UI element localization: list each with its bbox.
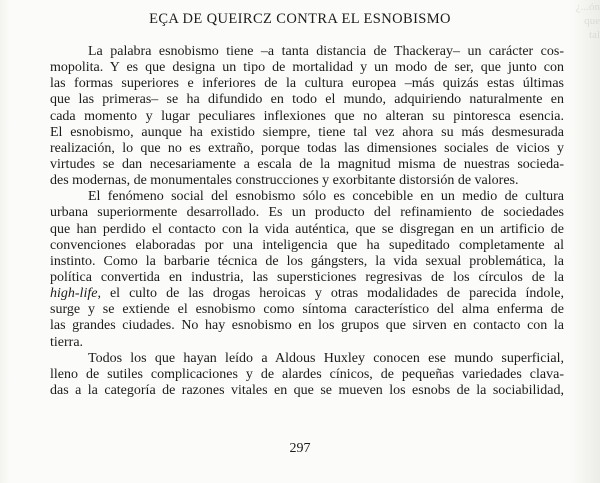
text-line: La palabra esnobismo tiene –a tanta distancia de Thackeray– un carácter cos- [88, 44, 564, 59]
text-line: instinto. Como la barbarie técnica de los gángsters, la vida sexual problemática, la [50, 253, 564, 269]
text-line: high-life, el culto de las drogas heroicas y otras modalidades de parecida índole, [50, 286, 564, 302]
text-line: virtudes se dan necesariamente a escala de la magnitud misma de nuestras socieda- [50, 156, 564, 172]
text-line: El esnobismo, aunque ha existido siempre, tiene tal vez ahora su más desmesurada [50, 124, 564, 140]
paragraph-1 [50, 44, 564, 189]
text-line: das a la categoría de razones vitales en que se mueven los esnobs de la sociabilidad, [50, 382, 564, 398]
text-line: tierra. [50, 334, 84, 350]
text-line: lleno de sutiles complicaciones y de alardes cínicos, de pequeñas variedades clava- [50, 366, 564, 382]
text-line: cada momento y lugar peculiares inflexiones que no alteran su pintoresca esencia. [50, 108, 564, 124]
text-line: que han perdido el contacto con la vida auténtica, que se disgregan en un artificio de [50, 221, 564, 237]
text-line: El fenómeno social del esnobismo sólo es concebible en un medio de cultura [88, 189, 564, 205]
running-head-title: EÇA DE QUEIRCZ CONTRA EL ESNOBISMO [149, 11, 451, 27]
text-line: realización, lo que no es extraño, porque todas las dimensiones sociales de vicios y [50, 140, 564, 156]
paragraph-3 [50, 351, 564, 399]
text-line: surge y se extiende el esnobismo como síntoma característico del alma enferma de [50, 302, 564, 318]
text-line: des modernas, de monumentales construcciones y exorbitante distorsión de valores. [50, 173, 519, 189]
text-line: las grandes ciudades. No hay esnobismo en los grupos que sirven en contacto con la [50, 318, 564, 334]
paragraph-2 [50, 189, 564, 350]
text-line: convenciones elaboradas por una inteligencia que ha supeditado completamente al [50, 237, 564, 253]
text-line: Todos los que hayan leído a Aldous Huxley conocen ese mundo superficial, [88, 350, 564, 366]
text-line: mopolita. Y es que designa un tipo de mortalidad y un modo de ser, que junto con [50, 60, 564, 76]
text-line: política convertida en industria, las supersticiones regresivas de los círculos de la [50, 269, 564, 285]
text-line: que las primeras– se ha difundido en todo el mundo, adquiriendo naturalmente en [50, 92, 564, 108]
bleed-through-text: ¿...ón que tal [575, 1, 600, 41]
body-text [50, 44, 564, 399]
page-number: 297 [289, 441, 311, 456]
text-line: las formas superiores e inferiores de la cultura europea –más quizás estas últimas [50, 76, 564, 92]
text-line: urbana superiormente desarrollado. Es un producto del refinamiento de sociedades [50, 205, 564, 221]
